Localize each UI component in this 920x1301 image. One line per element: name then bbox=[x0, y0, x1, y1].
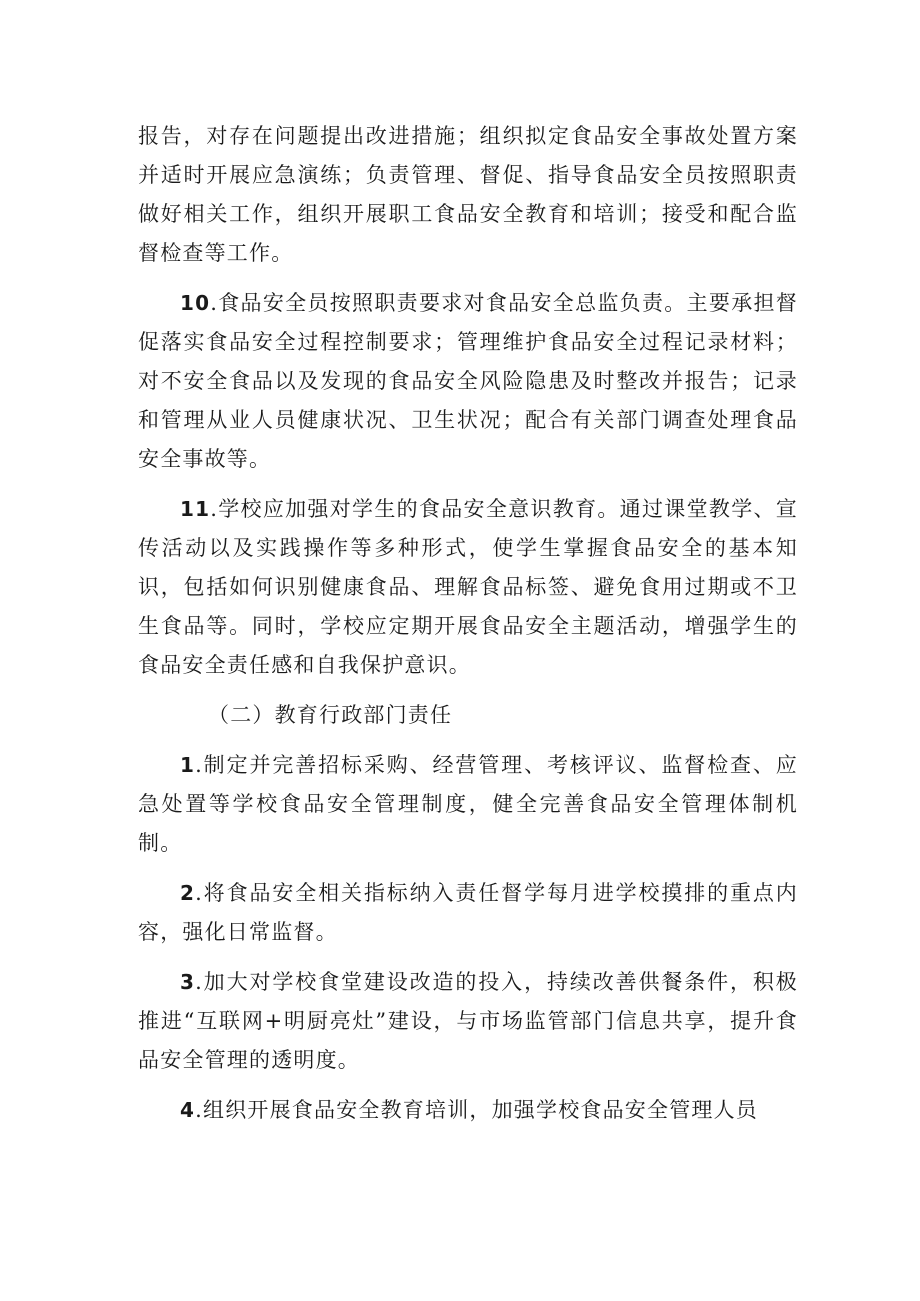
paragraph-text: .食品安全员按照职责要求对食品安全总监负责。主要承担督促落实食品安全过程控制要求；管理维护食品安全过程记录材料；对不安全食品以及发现的食品安全风险隐患及时整改并报告；记录和管理从业人员健康状况、卫生状况；配合有关部门调查处理食品安全事故等。 bbox=[138, 291, 798, 471]
paragraph-text: .学校应加强对学生的食品安全意识教育。通过课堂教学、宣传活动以及实践操作等多种形式，使学生掌握食品安全的基本知识，包括如何识别健康食品、理解食品标签、避免食用过期或不卫生食品等。同时，学校应定期开展食品安全主题活动，增强学生的食品安全责任感和自我保护意识。 bbox=[138, 497, 798, 677]
item-text: .组织开展食品安全教育培训，加强学校食品安全管理人员 bbox=[195, 1098, 758, 1122]
document-body bbox=[138, 117, 798, 1141]
list-item-4 bbox=[138, 1091, 798, 1130]
paragraph-text: 报告，对存在问题提出改进措施；组织拟定食品安全事故处置方案并适时开展应急演练；负责管理、督促、指导食品安全员按照职责做好相关工作，组织开展职工食品安全教育和培训；接受和配合监督检查等工作。 bbox=[138, 124, 798, 265]
section-heading: （二）教育行政部门责任 bbox=[208, 703, 453, 727]
paragraph-number: 11 bbox=[180, 497, 211, 521]
paragraph-item-10 bbox=[138, 284, 798, 479]
item-text: .将食品安全相关指标纳入责任督学每月进学校摸排的重点内容，强化日常监督。 bbox=[138, 881, 798, 944]
list-item-2 bbox=[138, 874, 798, 952]
item-number: 4 bbox=[180, 1098, 196, 1122]
item-text: .加大对学校食堂建设改造的投入，持续改善供餐条件，积极推进“互联网+明厨亮灶”建设，与市场监管部门信息共享，提升食品安全管理的透明度。 bbox=[138, 970, 798, 1072]
paragraph-item-11 bbox=[138, 490, 798, 685]
list-item-3 bbox=[138, 963, 798, 1080]
paragraph-number: 10 bbox=[180, 291, 211, 315]
item-text: .制定并完善招标采购、经营管理、考核评议、监督检查、应急处置等学校食品安全管理制度，健全完善食品安全管理体制机制。 bbox=[138, 753, 798, 855]
list-item-1 bbox=[138, 746, 798, 863]
item-number: 1 bbox=[180, 753, 196, 777]
item-number: 2 bbox=[180, 881, 196, 905]
paragraph-continued bbox=[138, 117, 798, 273]
item-number: 3 bbox=[180, 970, 196, 994]
